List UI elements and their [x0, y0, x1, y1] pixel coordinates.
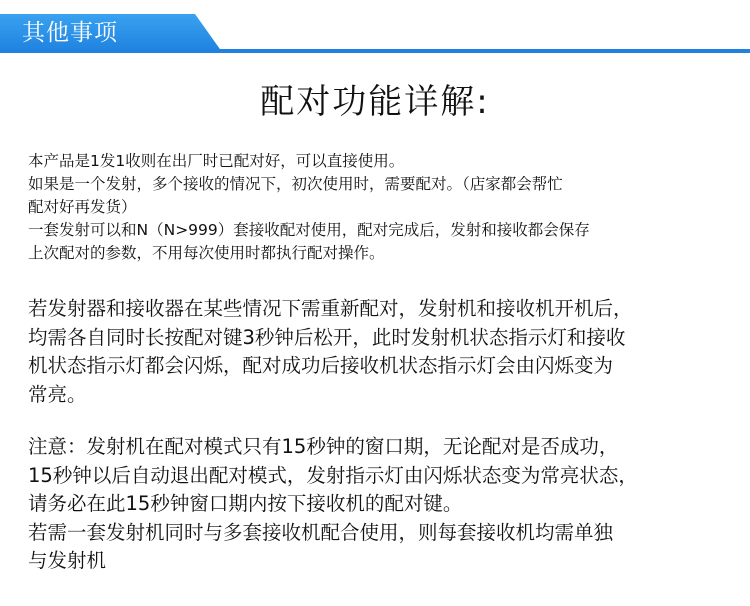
intro-line: 上次配对的参数，不用每次使用时都执行配对操作。 [28, 244, 385, 262]
intro-line: 如果是一个发射，多个接收的情况下，初次使用时，需要配对。（店家都会帮忙 [28, 175, 563, 193]
intro-line: 一套发射可以和N（N>999）套接收配对使用，配对完成后，发射和接收都会保存 [28, 221, 590, 239]
notice-line: 注意：发射机在配对模式只有15秒钟的窗口期，无论配对是否成功， [28, 435, 619, 458]
notice-line: 与发射机 [28, 549, 107, 572]
re-pairing-paragraph [28, 295, 740, 409]
section-header-title: 其他事项 [22, 20, 118, 46]
notice-line: 请务必在此15秒钟窗口期内按下接收机的配对键。 [28, 492, 463, 515]
intro-line: 本产品是1发1收则在出厂时已配对好，可以直接使用。 [28, 152, 405, 170]
re-pairing-line: 机状态指示灯都会闪烁，配对成功后接收机状态指示灯会由闪烁变为 [28, 354, 614, 377]
re-pairing-line: 均需各自同时长按配对键3秒钟后松开，此时发射机状态指示灯和接收 [28, 325, 626, 349]
intro-paragraph [28, 150, 740, 265]
notice-line: 15秒钟以后自动退出配对模式，发射指示灯由闪烁状态变为常亮状态， [28, 463, 638, 487]
intro-line: 配对好再发货） [28, 198, 137, 216]
re-pairing-line: 常亮。 [28, 382, 87, 406]
section-header-underline [0, 49, 750, 53]
notice-line: 若需一套发射机同时与多套接收机配合使用，则每套接收机均需单独 [28, 520, 614, 544]
re-pairing-line: 若发射器和接收器在某些情况下需重新配对，发射机和接收机开机后， [28, 297, 633, 320]
page-title: 配对功能详解: [260, 82, 490, 122]
notice-paragraph [28, 433, 740, 576]
